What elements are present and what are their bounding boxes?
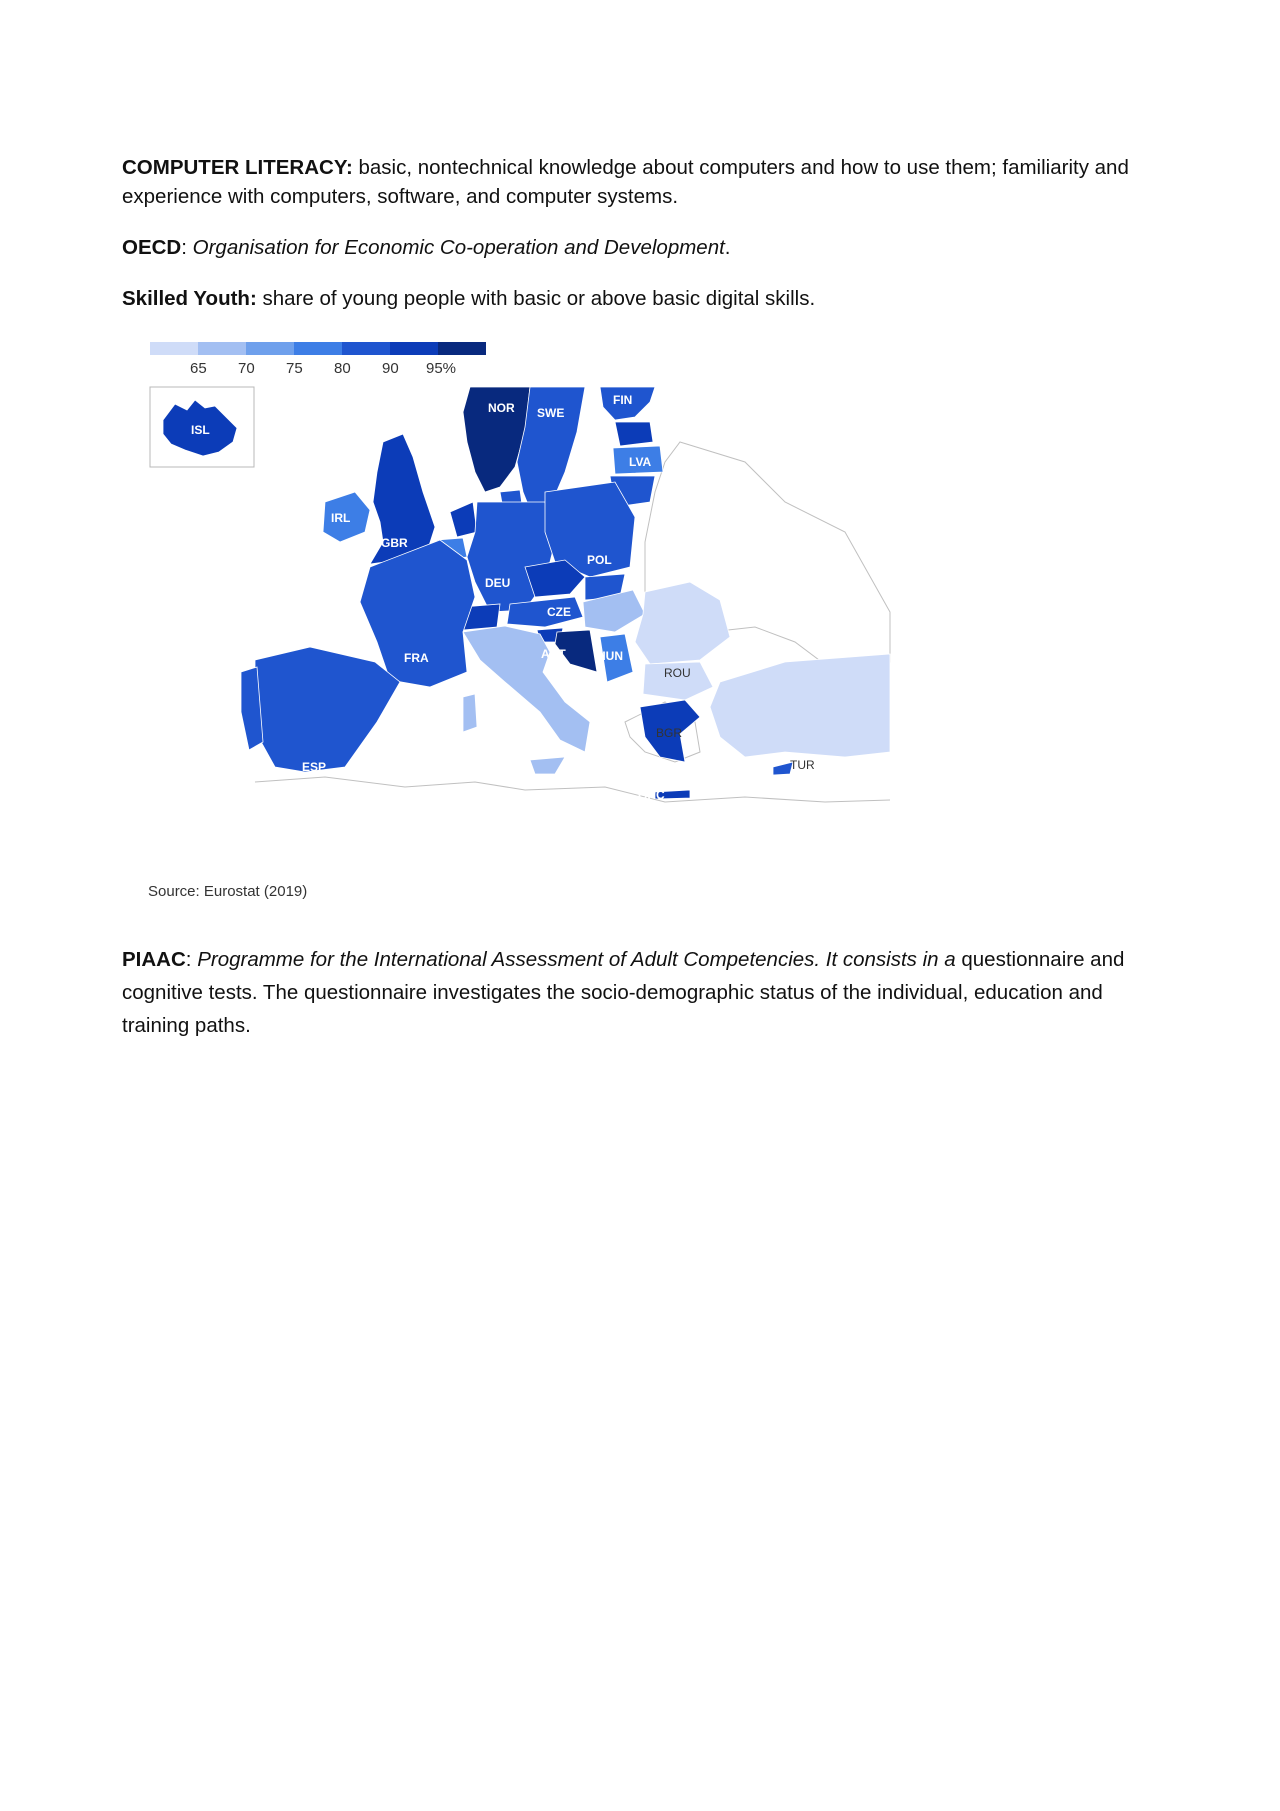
legend-label: 90 (382, 360, 399, 377)
definition-skilled-youth (122, 284, 1142, 313)
definition-piaac: PIAAC: Programme for the International Assessment of Adult Competencies. It consists in a questionnaire and cognitive tests. The questionnaire investigates the socio-demographic status of the individual, education and training paths. (122, 948, 1125, 1037)
label-nor: NOR (488, 401, 515, 415)
label-deu: DEU (485, 576, 511, 590)
label-swe: SWE (537, 406, 565, 420)
definition-italic-text: Organisation for Economic Co-operation and Development (192, 236, 725, 259)
legend-swatch (294, 342, 342, 355)
definition-italic-text: Programme for the International Assessment of Adult Competencies. It consists in a (197, 948, 956, 971)
country-tur (710, 654, 890, 757)
definition-text: basic, nontechnical knowledge about computers and how to use them; familiarity and experience with computers, software, and computer systems. (122, 156, 1129, 208)
label-esp: ESP (302, 760, 327, 774)
definition-term: COMPUTER LITERACY: (122, 156, 353, 179)
legend-swatch (246, 342, 294, 355)
legend-swatch (342, 342, 390, 355)
label-fin: FIN (613, 393, 633, 407)
label-irl: IRL (331, 511, 351, 525)
legend-label: 65 (190, 360, 207, 377)
country-nld (450, 502, 477, 537)
definition-term: PIAAC (122, 948, 186, 971)
label-cze: CZE (547, 605, 571, 619)
definition-term: Skilled Youth: (122, 287, 257, 310)
legend-label: 70 (238, 360, 255, 377)
label-bgr: BGR (656, 726, 683, 740)
definition-computer-literacy (122, 153, 1142, 211)
legend-label: 75 (286, 360, 303, 377)
island-sardinia (463, 694, 477, 732)
legend-label: 95% (426, 360, 457, 377)
legend-swatch (438, 342, 486, 355)
label-lva: LVA (629, 455, 652, 469)
label-rou: ROU (664, 666, 691, 680)
legend-label: 80 (334, 360, 351, 377)
europe-digital-skills-map (145, 342, 905, 912)
definition-text: questionnaire and cognitive tests. The questionnaire investigates the socio-demographic status of the individual, education and training paths. (122, 948, 1125, 1037)
legend-swatch (390, 342, 438, 355)
label-hun: HUN (597, 649, 623, 663)
legend-swatch (198, 342, 246, 355)
north-africa-coast (255, 777, 890, 802)
legend-swatch (150, 342, 198, 355)
label-grc: GRC (638, 788, 665, 802)
label-fra: FRA (404, 651, 429, 665)
definition-text: share of young people with basic or above basic digital skills. (256, 287, 816, 310)
definition-oecd: OECD: Organisation for Economic Co-operation and Development. (122, 236, 731, 259)
label-gbr: GBR (381, 536, 408, 550)
definition-term: OECD (122, 236, 182, 259)
island-sicily (530, 757, 565, 774)
label-ita: ITA (499, 696, 518, 710)
country-est (615, 422, 653, 446)
map-legend (150, 342, 486, 377)
map-svg (145, 342, 905, 882)
label-aut: AUT (541, 647, 566, 661)
label-tur: TUR (790, 758, 815, 772)
label-pol: POL (587, 553, 612, 567)
label-isl: ISL (191, 423, 210, 437)
map-source: Source: Eurostat (2019) (148, 883, 308, 900)
country-esp (255, 647, 400, 772)
